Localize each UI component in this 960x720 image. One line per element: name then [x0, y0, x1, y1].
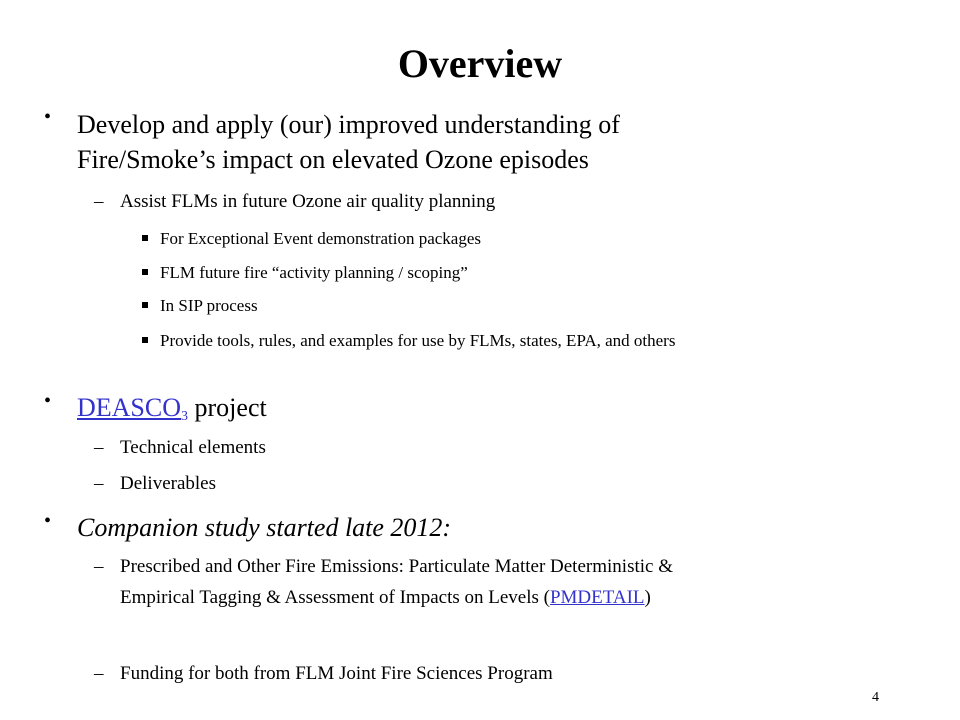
- pmdetail-link[interactable]: PMDETAIL: [549, 587, 645, 608]
- bullet-icon: •: [44, 510, 52, 532]
- sub-bullet-funding: Funding for both from FLM Joint Fire Sciences Program: [120, 663, 553, 684]
- bullet-1-line-1: Develop and apply (our) improved understanding of: [77, 110, 620, 139]
- square-bullet-icon: [142, 235, 148, 241]
- item-activity-planning: FLM future fire “activity planning / scoping”: [160, 263, 468, 282]
- bullet-2-line: [77, 391, 267, 434]
- dash-icon: –: [94, 191, 104, 212]
- slide-title: Overview: [397, 41, 563, 86]
- dash-icon: –: [94, 556, 104, 577]
- project-text: project: [188, 393, 267, 422]
- prescribed-line-2-text: Empirical Tagging & Assessment of Impacts on Levels (: [120, 587, 550, 608]
- deasco-link-text: DEASCO: [77, 393, 182, 422]
- sub-bullet-technical-elements: Technical elements: [120, 437, 266, 458]
- sub-bullet-prescribed-line-2: [120, 586, 651, 610]
- page-number: 4: [872, 690, 879, 705]
- sub-bullet-assist-flms: Assist FLMs in future Ozone air quality planning: [120, 191, 496, 212]
- item-provide-tools: Provide tools, rules, and examples for use by FLMs, states, EPA, and others: [160, 331, 676, 350]
- bullet-icon: •: [44, 390, 52, 412]
- square-bullet-icon: [142, 302, 148, 308]
- square-bullet-icon: [142, 337, 148, 343]
- sub-bullet-prescribed-line-1: Prescribed and Other Fire Emissions: Particulate Matter Deterministic &: [120, 556, 673, 577]
- prescribed-line-2-close: ): [644, 587, 651, 608]
- deasco3-link[interactable]: [77, 393, 188, 422]
- item-sip-process: In SIP process: [160, 296, 258, 315]
- bullet-1-line-2: Fire/Smoke’s impact on elevated Ozone episodes: [77, 145, 589, 174]
- dash-icon: –: [94, 473, 104, 494]
- dash-icon: –: [94, 663, 104, 684]
- item-exceptional-event: For Exceptional Event demonstration packages: [160, 229, 482, 248]
- sub-bullet-deliverables: Deliverables: [120, 473, 217, 494]
- deasco-link-subscript: 3: [181, 409, 189, 424]
- dash-icon: –: [94, 437, 104, 458]
- square-bullet-icon: [142, 269, 148, 275]
- bullet-icon: •: [44, 106, 52, 128]
- bullet-3-line: Companion study started late 2012:: [77, 513, 452, 542]
